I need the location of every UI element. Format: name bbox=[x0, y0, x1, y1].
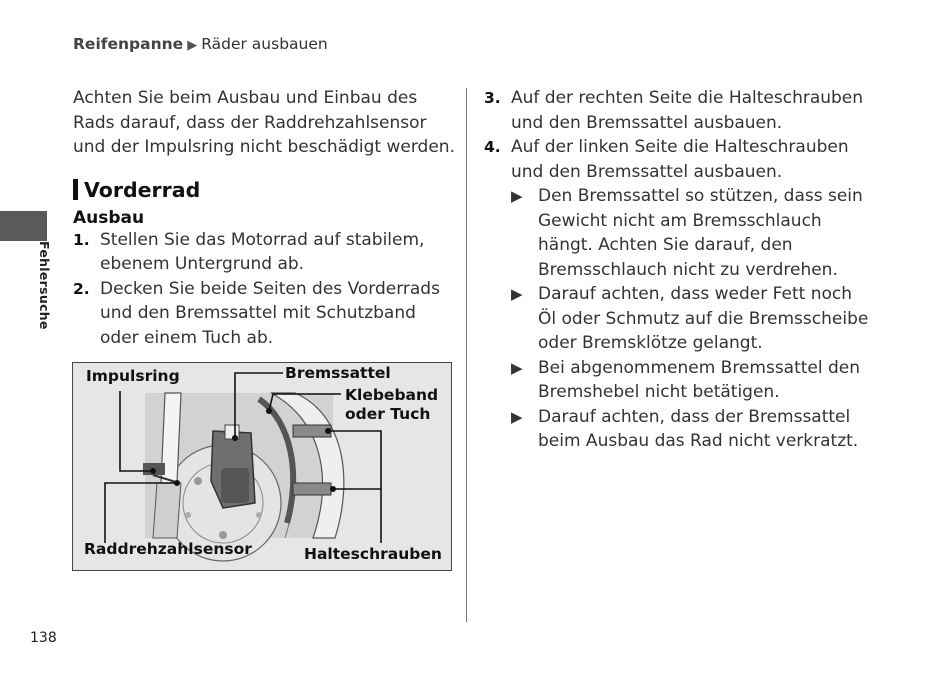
breadcrumb bbox=[73, 35, 328, 53]
step-item bbox=[484, 135, 874, 184]
step-text: Decken Sie beide Seiten des Vorderrads und den Bremssattel mit Schutzband oder einem Tuch ab. bbox=[100, 278, 440, 348]
arrow-icon: ▶ bbox=[511, 407, 523, 426]
note-item bbox=[511, 282, 874, 356]
figure-label-klebeband: Klebeband bbox=[345, 386, 439, 404]
figure-label-raddrehzahlsensor: Raddrehzahlsensor bbox=[84, 540, 252, 558]
step-item bbox=[484, 86, 874, 135]
arrow-icon: ▶ bbox=[511, 358, 523, 377]
breadcrumb-arrow-icon: ▶ bbox=[187, 38, 198, 53]
step-text: Stellen Sie das Motorrad auf stabilem, ebenem Untergrund ab. bbox=[100, 229, 425, 274]
arrow-icon: ▶ bbox=[511, 285, 523, 303]
column-divider bbox=[466, 88, 467, 622]
right-column bbox=[484, 86, 874, 454]
note-list bbox=[484, 184, 874, 454]
sub-heading: Ausbau bbox=[73, 207, 145, 228]
figure-label-oder-tuch: oder Tuch bbox=[345, 405, 431, 423]
step-item bbox=[73, 277, 458, 351]
figure-label-impulsring: Impulsring bbox=[86, 367, 180, 385]
section-heading bbox=[73, 178, 458, 202]
side-tab-marker bbox=[0, 211, 47, 241]
note-item bbox=[511, 405, 874, 454]
step-number: 4. bbox=[484, 138, 501, 156]
page-number: 138 bbox=[30, 630, 57, 646]
step-number: 1. bbox=[73, 230, 90, 249]
side-tab-label: Fehlersuche bbox=[37, 241, 52, 330]
note-text: Bei abgenommenem Bremssattel den Bremshebel nicht betätigen. bbox=[538, 357, 861, 402]
step-number: 3. bbox=[484, 89, 501, 107]
intro-paragraph: Achten Sie beim Ausbau und Einbau des Rads darauf, dass der Raddrehzahlsensor und der Impulsring nicht beschädigt werden. bbox=[73, 88, 455, 157]
step-text: Auf der linken Seite die Halteschrauben und den Bremssattel ausbauen. bbox=[511, 137, 849, 182]
note-text: Darauf achten, dass weder Fett noch Öl oder Schmutz auf die Bremsscheibe oder Bremsklötze gelangt. bbox=[538, 284, 869, 353]
note-item bbox=[511, 356, 874, 405]
step-text: Auf der rechten Seite die Halteschrauben und den Bremssattel ausbauen. bbox=[511, 88, 864, 133]
note-text: Den Bremssattel so stützen, dass sein Gewicht nicht am Bremsschlauch hängt. Achten Sie darauf, den Bremsschlauch nicht zu verdrehen. bbox=[538, 186, 863, 280]
step-item bbox=[73, 228, 458, 277]
section-heading-text: Vorderrad bbox=[84, 177, 201, 202]
arrow-icon: ▶ bbox=[511, 187, 523, 205]
heading-bar-icon bbox=[73, 179, 78, 200]
note-item bbox=[511, 184, 874, 282]
breadcrumb-section[interactable]: Reifenpanne bbox=[73, 35, 184, 53]
steps-list-left bbox=[73, 228, 458, 351]
steps-list-right bbox=[484, 86, 874, 184]
figure-label-halteschrauben: Halteschrauben bbox=[304, 545, 442, 563]
wheel-illustration bbox=[72, 362, 452, 571]
figure-label-bremssattel: Bremssattel bbox=[285, 364, 391, 382]
left-column bbox=[73, 86, 458, 350]
note-text: Darauf achten, dass der Bremssattel beim Ausbau das Rad nicht verkratzt. bbox=[538, 406, 859, 451]
step-number: 2. bbox=[73, 279, 90, 298]
breadcrumb-page: Räder ausbauen bbox=[201, 35, 328, 53]
